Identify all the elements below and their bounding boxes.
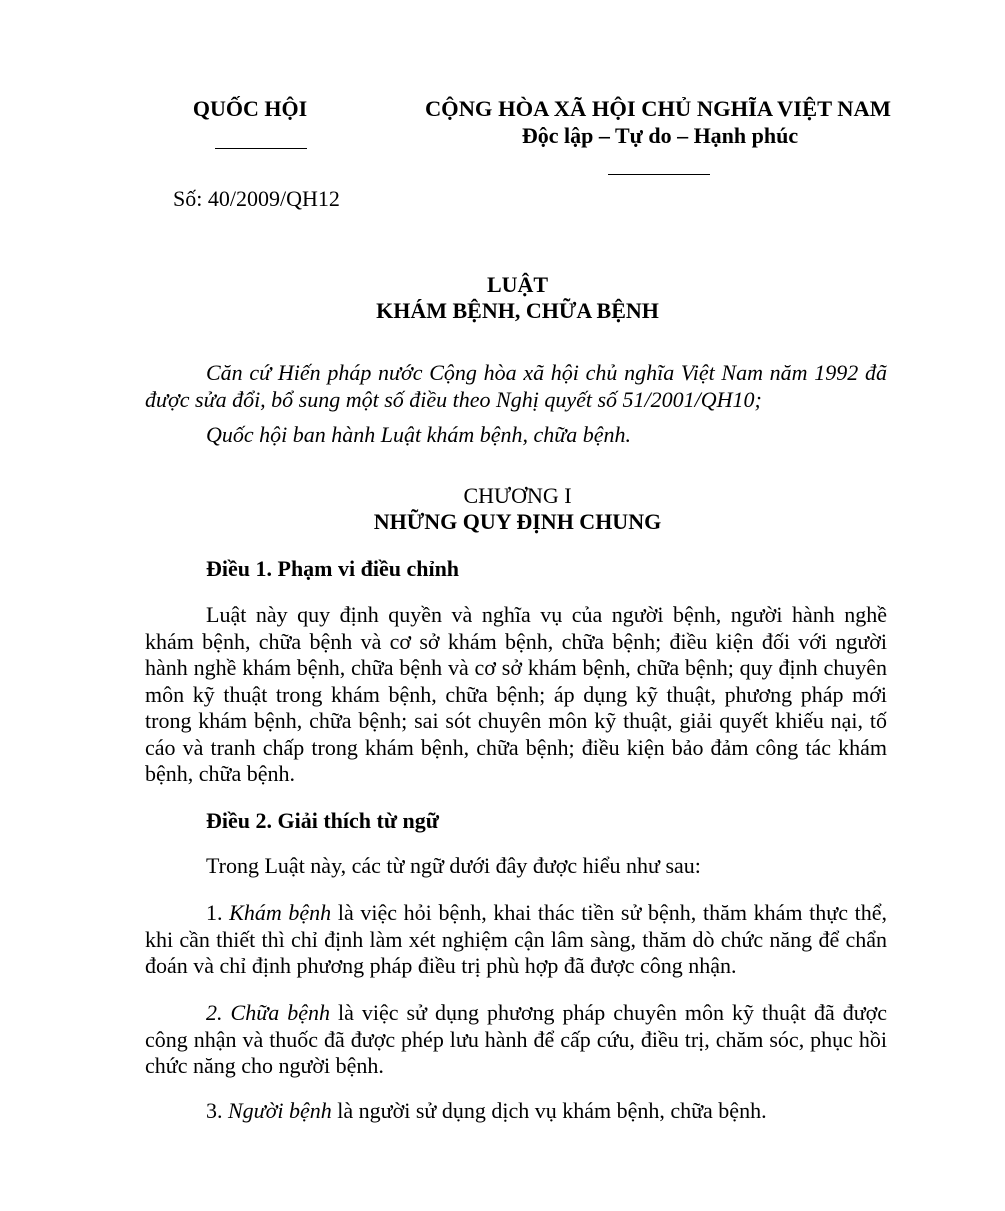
chapter-title: NHỮNG QUY ĐỊNH CHUNG [373,509,662,534]
preamble-enactment: Quốc hội ban hành Luật khám bệnh, chữa bệnh. [206,422,632,447]
definition-text: là người sử dụng dịch vụ khám bệnh, chữa bệnh. [331,1098,767,1123]
document-type: LUẬT [486,272,549,297]
chapter-number: CHƯƠNG I [463,483,572,508]
country-name: CỘNG HÒA XÃ HỘI CHỦ NGHĨA VIỆT NAM [424,96,892,121]
definition-item [145,900,887,980]
preamble-basis: Căn cứ Hiến pháp nước Cộng hòa xã hội chủ nghĩa Việt Nam năm 1992 đã được sửa đổi, bổ sung một số điều theo Nghị quyết số 51/2001/QH10; [145,360,887,412]
definition-number: 3. [206,1098,228,1123]
article-2-intro: Trong Luật này, các từ ngữ dưới đây được hiểu như sau: [206,853,701,878]
document-number: Số: 40/2009/QH12 [173,186,340,211]
article-1-body: Luật này quy định quyền và nghĩa vụ của người bệnh, người hành nghề khám bệnh, chữa bệnh và cơ sở khám bệnh, chữa bệnh; điều kiện đối với người hành nghề khám bệnh, chữa bệnh và cơ sở khám bệnh, chữa bệnh; quy định chuyên môn kỹ thuật trong khám bệnh, chữa bệnh; áp dụng kỹ thuật, phương pháp mới trong khám bệnh, chữa bệnh; sai sót chuyên môn kỹ thuật, giải quyết khiếu nại, tố cáo và tranh chấp trong khám bệnh, chữa bệnh; điều kiện bảo đảm công tác khám bệnh, chữa bệnh. [145,602,887,786]
definition-text: là việc sử dụng phương pháp chuyên môn kỹ thuật đã được công nhận và thuốc đã được phép lưu hành để cấp cứu, điều trị, chăm sóc, phục hồi chức năng cho người bệnh. [145,1000,888,1078]
article-2-heading: Điều 2. Giải thích từ ngữ [206,808,439,833]
definition-item [145,1098,887,1125]
issuer-underline [215,148,307,149]
motto-underline [608,174,710,175]
definition-term: Người bệnh [228,1098,332,1123]
law-title: KHÁM BỆNH, CHỮA BỆNH [376,298,659,323]
definition-text: là việc hỏi bệnh, khai thác tiền sử bệnh, thăm khám thực thể, khi cần thiết thì chỉ định làm xét nghiệm cận lâm sàng, thăm dò chức năng để chẩn đoán và chỉ định phương pháp điều trị phù hợp đã được công nhận. [145,900,888,978]
definition-number: 1. [206,900,230,925]
definition-item [145,1000,887,1080]
article-1-heading: Điều 1. Phạm vi điều chỉnh [206,556,460,581]
definition-term: Khám bệnh [229,900,332,925]
definition-term: Chữa bệnh [230,1000,330,1025]
definition-number: 2. [206,1000,231,1025]
issuer-name: QUỐC HỘI [192,96,308,121]
national-motto: Độc lập – Tự do – Hạnh phúc [521,123,799,148]
